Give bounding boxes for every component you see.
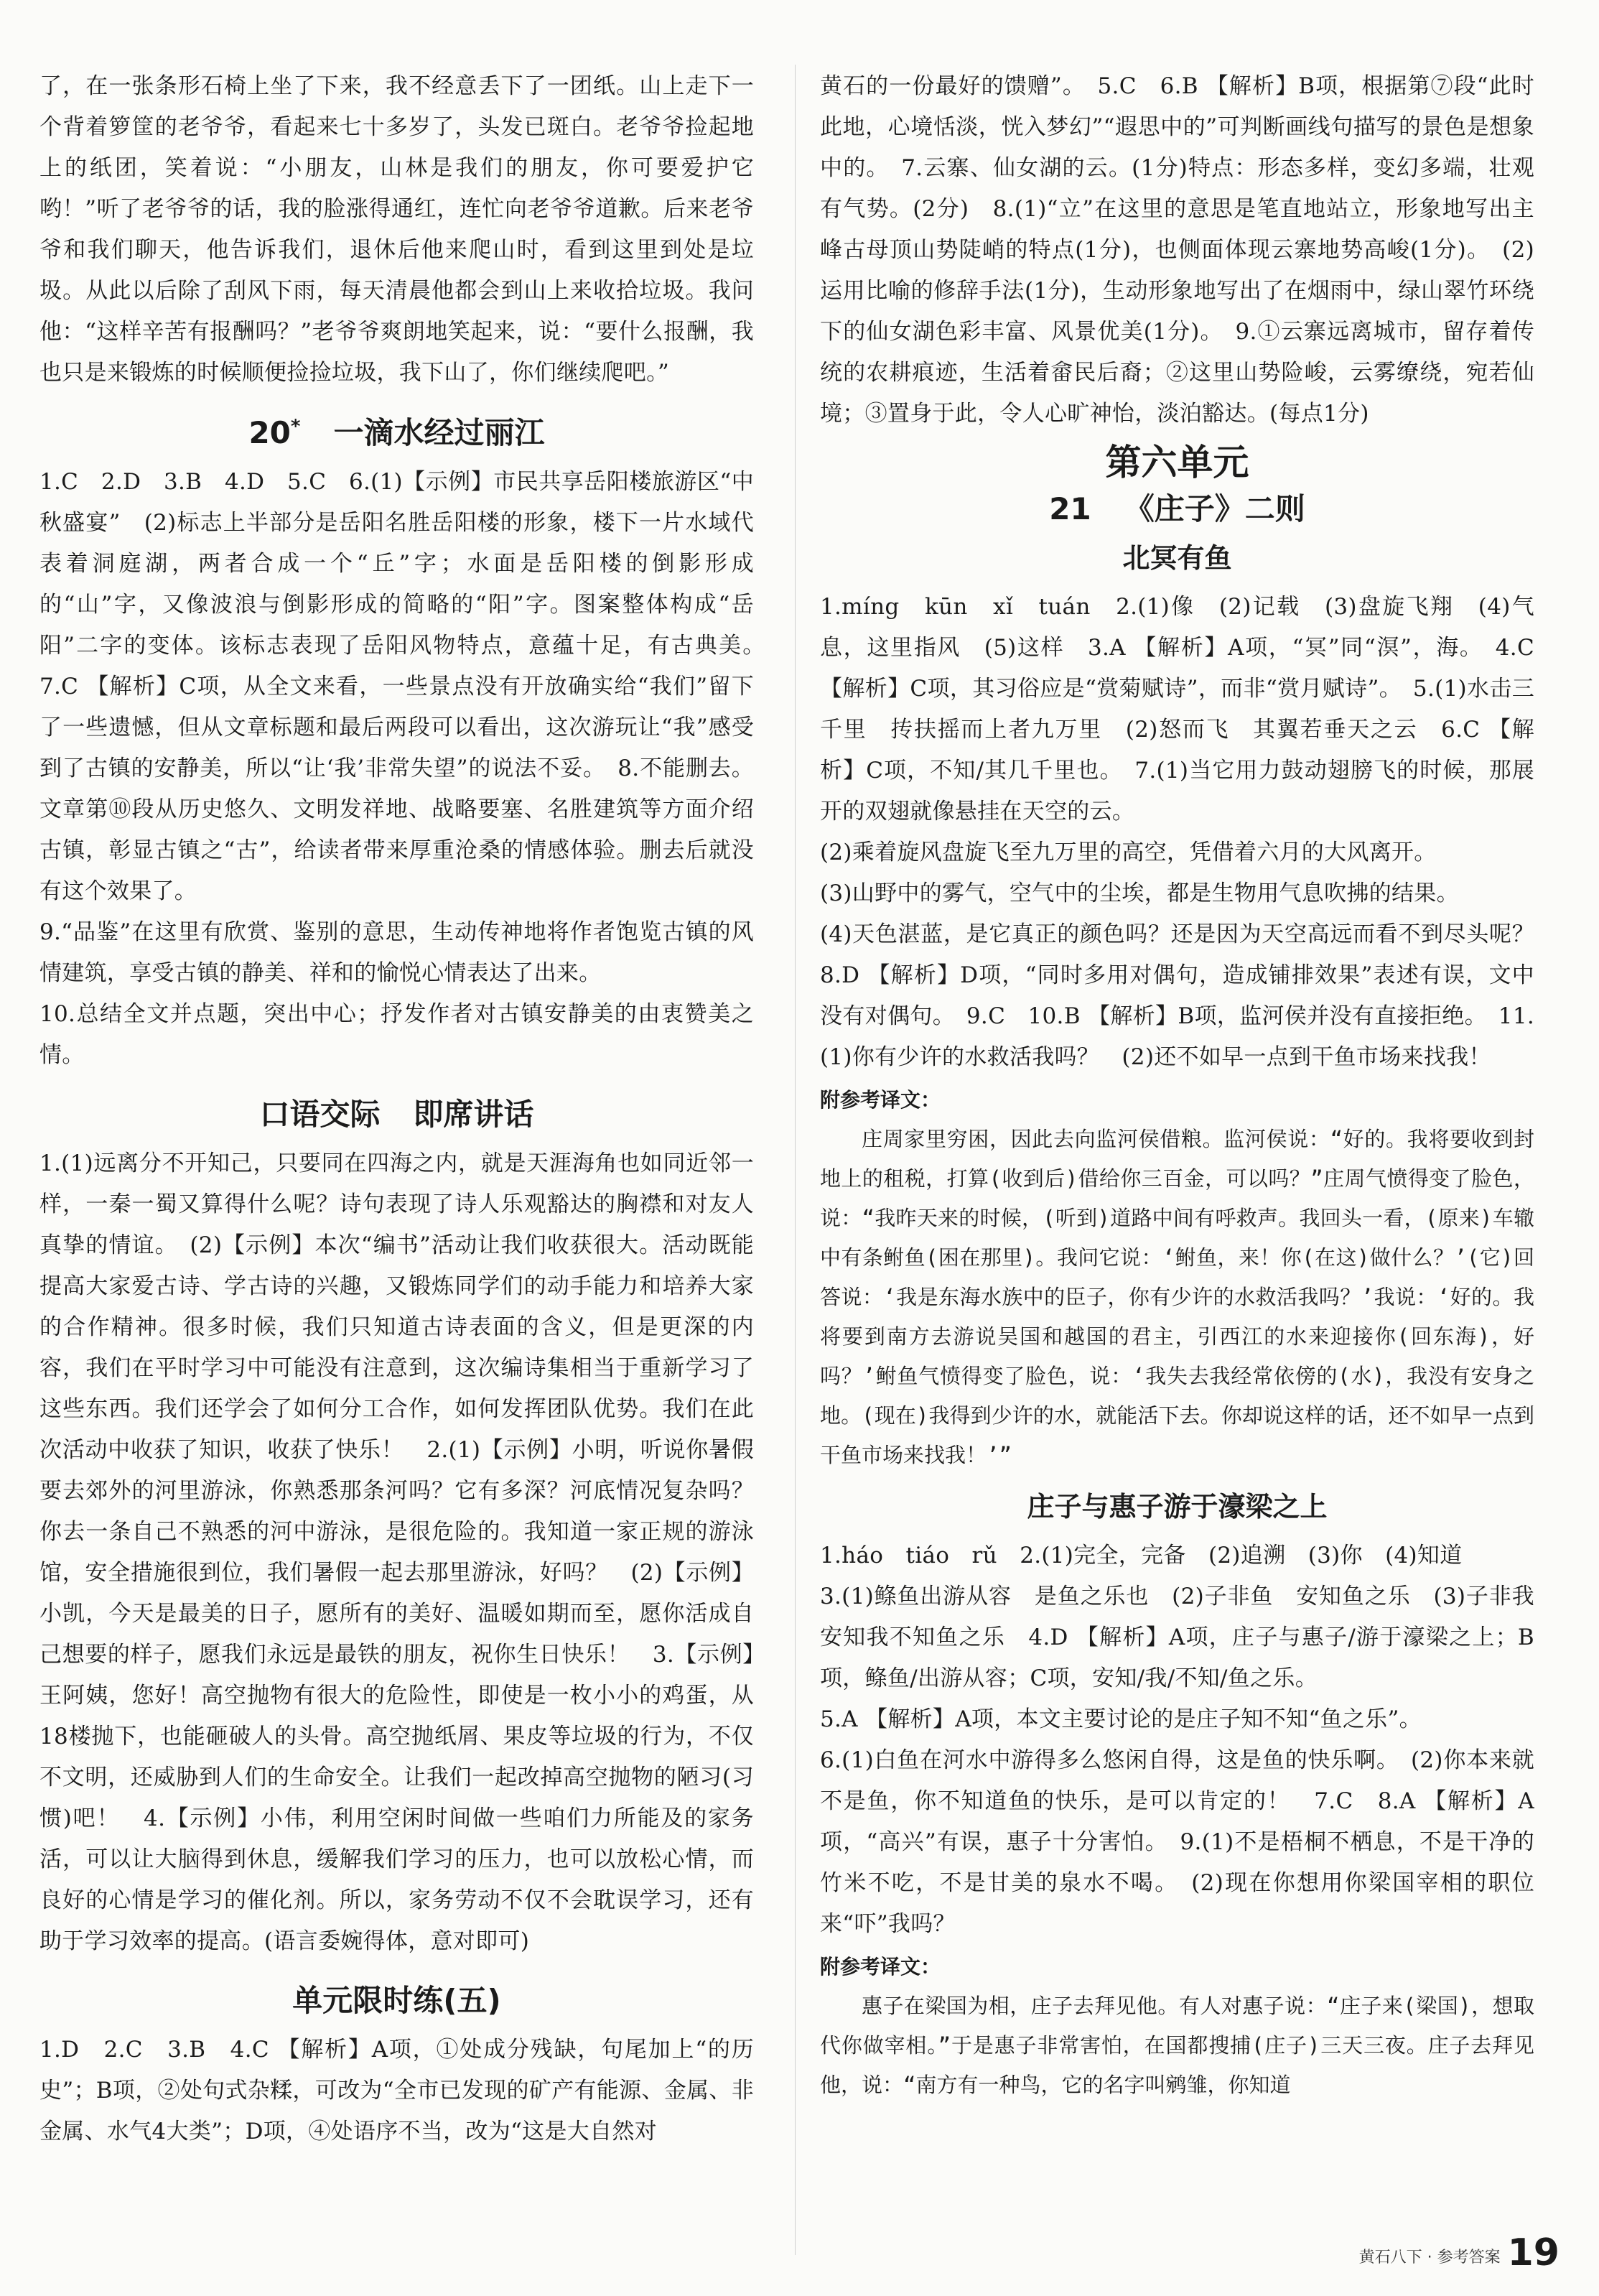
- unit-test-answers: 1.D 2.C 3.B 4.C 【解析】A项，①处成分残缺，句尾加上“的历史”；B项，②处句式杂糅，可改为“全市已发现的矿产有能源、金属、非金属、水气4大类”；D项，④处语序不当，改为“这是大自然对: [39, 2037, 754, 2144]
- haoliang-answers-2: 3.(1)鲦鱼出游从容 是鱼之乐也 (2)子非鱼 安知鱼之乐 (3)子非我 安知我不知鱼之乐 4.D 【解析】A项，庄子与惠子/游于濠梁之上；B项，鲦鱼/出游从容；C项，安知/我/不知/鱼之乐。: [820, 1584, 1557, 1691]
- oral-title-b: 即席讲话: [413, 1097, 534, 1132]
- right-column: [820, 66, 1557, 2105]
- page-number: 19: [1507, 2231, 1560, 2274]
- beiming-answers-2: (2)乘着旋风盘旋飞至九万里的高空，凭借着六月的大风离开。: [820, 840, 1437, 865]
- section-20-heading: [39, 406, 754, 453]
- haoliang-answers-1: 1.háo tiáo rǔ 2.(1)完全，完备 (2)追溯 (3)你 (4)知道: [820, 1543, 1463, 1568]
- section-20-answers-2: 9.“品鉴”在这里有欣赏、鉴别的意思，生动传神地将作者饱览古镇的风情建筑，享受古镇的静美、祥和的愉悦心情表达了出来。: [39, 919, 754, 986]
- continued-answers: 黄石的一份最好的馈赠”。 5.C 6.B 【解析】B项，根据第⑦段“此时此地，心境恬淡，恍入梦幻”“遐思中的”可判断画线句描写的景色是想象中的。 7.云寨、仙女湖的云。(1分)特点：形态多样，变幻多端，壮观有气势。(2分) 8.(1)“立”在这里的意思是笔直地站立，形象地写出主峰古母顶山势陡峭的特点(1分)，也侧面体现云寨地势高峻(1分)。 (2)运用比喻的修辞手法(1分)，生动形象地写出了在烟雨中，绿山翠竹环绕下的仙女湖色彩丰富、风景优美(1分)。 9.①云寨远离城市，留存着传统的农耕痕迹，生活着畲民后裔；②这里山势险峻，云雾缭绕，宛若仙境；③置身于此，令人心旷神怡，淡泊豁达。(每点1分): [820, 73, 1534, 427]
- column-divider: [795, 65, 796, 2255]
- oral-title-a: 口语交际: [259, 1097, 381, 1132]
- beiming-answers-3: (3)山野中的雾气，空气中的尘埃，都是生物用气息吹拂的结果。: [820, 880, 1459, 906]
- translation-note-1: 附参考译文：: [820, 1088, 941, 1112]
- section-20-answers-1: 1.C 2.D 3.B 4.D 5.C 6.(1)【示例】市民共享岳阳楼旅游区“中秋盛宴” (2)标志上半部分是岳阳名胜岳阳楼的形象，楼下一片水域代表着洞庭湖，两者合成一个“丘”字；水面是岳阳楼的倒影形成的“山”字，又像波浪与倒影形成的简略的“阳”字。图案整体构成“岳阳”二字的变体。该标志表现了岳阳风物特点，意蕴十足，有古典美。 7.C 【解析】C项，从全文来看，一些景点没有开放确实给“我们”留下了一些遗憾，但从文章标题和最后两段可以看出，这次游玩让“我”感受到了古镇的安静美，所以“让‘我’非常失望”的说法不妥。 8.不能删去。文章第⑩段从历史悠久、文明发祥地、战略要塞、名胜建筑等方面介绍古镇，彰显古镇之“古”，给读者带来厚重沧桑的情感体验。删去后就没有这个效果了。: [39, 469, 777, 904]
- haoliang-answers-3: 5.A 【解析】A项，本文主要讨论的是庄子知不知“鱼之乐”。: [820, 1706, 1422, 1732]
- translation-2: 惠子在梁国为相，庄子去拜见他。有人对惠子说：“庄子来(梁国)，想取代你做宰相。”于是惠子非常害怕，在国都搜捕(庄子)三天三夜。庄子去拜见他，说：“南方有一种鸟，它的名字叫鹓雏，你知道: [820, 1994, 1534, 2097]
- page-footer: [1359, 2231, 1560, 2274]
- subsection-beiming-heading: 北冥有鱼: [1122, 542, 1232, 574]
- left-column: [39, 66, 777, 2152]
- section-21-number: 21: [1049, 491, 1091, 526]
- section-20-number: 20: [248, 415, 291, 450]
- subsection-haoliang-heading: 庄子与惠子游于濠梁之上: [1027, 1491, 1328, 1523]
- footer-label: 黄石八下 · 参考答案: [1358, 2249, 1501, 2267]
- haoliang-answers-4: 6.(1)白鱼在河水中游得多么悠闲自得，这是鱼的快乐啊。 (2)你本来就不是鱼，你不知道鱼的快乐，是可以肯定的！ 7.C 8.A 【解析】A项，“高兴”有误，惠子十分害怕。 9.(1)不是梧桐不栖息，不是干净的竹米不吃，不是甘美的泉水不喝。 (2)现在你想用你梁国宰相的职位来“吓”我吗？: [820, 1747, 1534, 1937]
- oral-answers: 1.(1)远离分不开知己，只要同在四海之内，就是天涯海角也如同近邻一样，一秦一蜀又算得什么呢？诗句表现了诗人乐观豁达的胸襟和对友人真挚的情谊。 (2)【示例】本次“编书”活动让我们收获很大。活动既能提高大家爱古诗、学古诗的兴趣，又锻炼同学们的动手能力和培养大家的合作精神。很多时候，我们只知道古诗表面的含义，但是更深的内容，我们在平时学习中可能没有注意到，这次编诗集相当于重新学习了这些东西。我们还学会了如何分工合作，如何发挥团队优势。我们在此次活动中收获了知识，收获了快乐！ 2.(1)【示例】小明，听说你暑假要去郊外的河里游泳，你熟悉那条河吗？它有多深？河底情况复杂吗？你去一条自己不熟悉的河中游泳，是很危险的。我知道一家正规的游泳馆，安全措施很到位，我们暑假一起去那里游泳，好吗？ (2)【示例】小凯，今天是最美的日子，愿所有的美好、温暖如期而至，愿你活成自己想要的样子，愿我们永远是最铁的朋友，祝你生日快乐！ 3.【示例】王阿姨，您好！高空抛物有很大的危险性，即使是一枚小小的鸡蛋，从18楼抛下，也能砸破人的头骨。高空抛纸屑、果皮等垃圾的行为，不仅不文明，还威胁到人们的生命安全。让我们一起改掉高空抛物的陋习(习惯)吧！ 4.【示例】小伟，利用空闲时间做一些咱们力所能及的家务活，可以让大脑得到休息，缓解我们学习的压力，也可以放松心情，而良好的心情是学习的催化剂。所以，家务劳动不仅不会耽误学习，还有助于学习效率的提高。(语言委婉得体，意对即可): [39, 1151, 754, 1954]
- unit-6-heading: 第六单元: [1105, 442, 1249, 483]
- section-20-title: 一滴水经过丽江: [333, 415, 545, 450]
- oral-heading: [39, 1094, 754, 1135]
- section-21-heading: [820, 489, 1534, 529]
- section-20-star: *: [290, 416, 301, 437]
- section-21-title: 《庄子》二则: [1124, 491, 1305, 526]
- unit-test-heading: 单元限时练(五): [292, 1983, 501, 2018]
- beiming-answers-1: 1.míng kūn xǐ tuán 2.(1)像 (2)记载 (3)盘旋飞翔 (4)气息，这里指风 (5)这样 3.A 【解析】A项，“冥”同“溟”，海。 4.C 【解析】C项，其习俗应是“赏菊赋诗”，而非“赏月赋诗”。 5.(1)水击三千里 抟扶摇而上者九万里 (2)怒而飞 其翼若垂天之云 6.C 【解析】C项，不知/其几千里也。 7.(1)当它用力鼓动翅膀飞的时候，那展开的双翅就像悬挂在天空的云。: [820, 594, 1534, 824]
- translation-note-2: 附参考译文：: [820, 1955, 941, 1979]
- translation-1: 庄周家里穷困，因此去向监河侯借粮。监河侯说：“好的。我将要收到封地上的租税，打算(收到后)借给你三百金，可以吗？”庄周气愤得变了脸色，说：“我昨天来的时候，(听到)道路中间有呼救声。我回头一看，(原来)车辙中有条鲋鱼(困在那里)。我问它说：‘鲋鱼，来！你(在这)做什么？’(它)回答说：‘我是东海水族中的臣子，你有少许的水救活我吗？’我说：‘好的。我将要到南方去游说吴国和越国的君主，引西江的水来迎接你(回东海)，好吗？’鲋鱼气愤得变了脸色，说：‘我失去我经常依傍的(水)，我没有安身之地。(现在)我得到少许的水，就能活下去。你却说这样的话，还不如早一点到干鱼市场来找我！’”: [820, 1127, 1534, 1467]
- intro-paragraph: 了，在一张条形石椅上坐了下来，我不经意丢下了一团纸。山上走下一个背着箩筐的老爷爷，看起来七十多岁了，头发已斑白。老爷爷捡起地上的纸团，笑着说：“小朋友，山林是我们的朋友，你可要爱护它哟！”听了老爷爷的话，我的脸涨得通红，连忙向老爷爷道歉。后来老爷爷和我们聊天，他告诉我们，退休后他来爬山时，看到这里到处是垃圾。从此以后除了刮风下雨，每天清晨他都会到山上来收拾垃圾。我问他：“这样辛苦有报酬吗？”老爷爷爽朗地笑起来，说：“要什么报酬，我也只是来锻炼的时候顺便捡捡垃圾，我下山了，你们继续爬吧。”: [39, 73, 754, 386]
- beiming-answers-4: (4)天色湛蓝，是它真正的颜色吗？还是因为天空高远而看不到尽头呢？ 8.D 【解析】D项，“同时多用对偶句，造成铺排效果”表述有误，文中没有对偶句。 9.C 10.B 【解析】B项，监河侯并没有直接拒绝。 11.(1)你有少许的水救活我吗？ (2)还不如早一点到干鱼市场来找我！: [820, 921, 1557, 1070]
- section-20-answers-3: 10.总结全文并点题，突出中心；抒发作者对古镇安静美的由衷赞美之情。: [39, 1001, 754, 1068]
